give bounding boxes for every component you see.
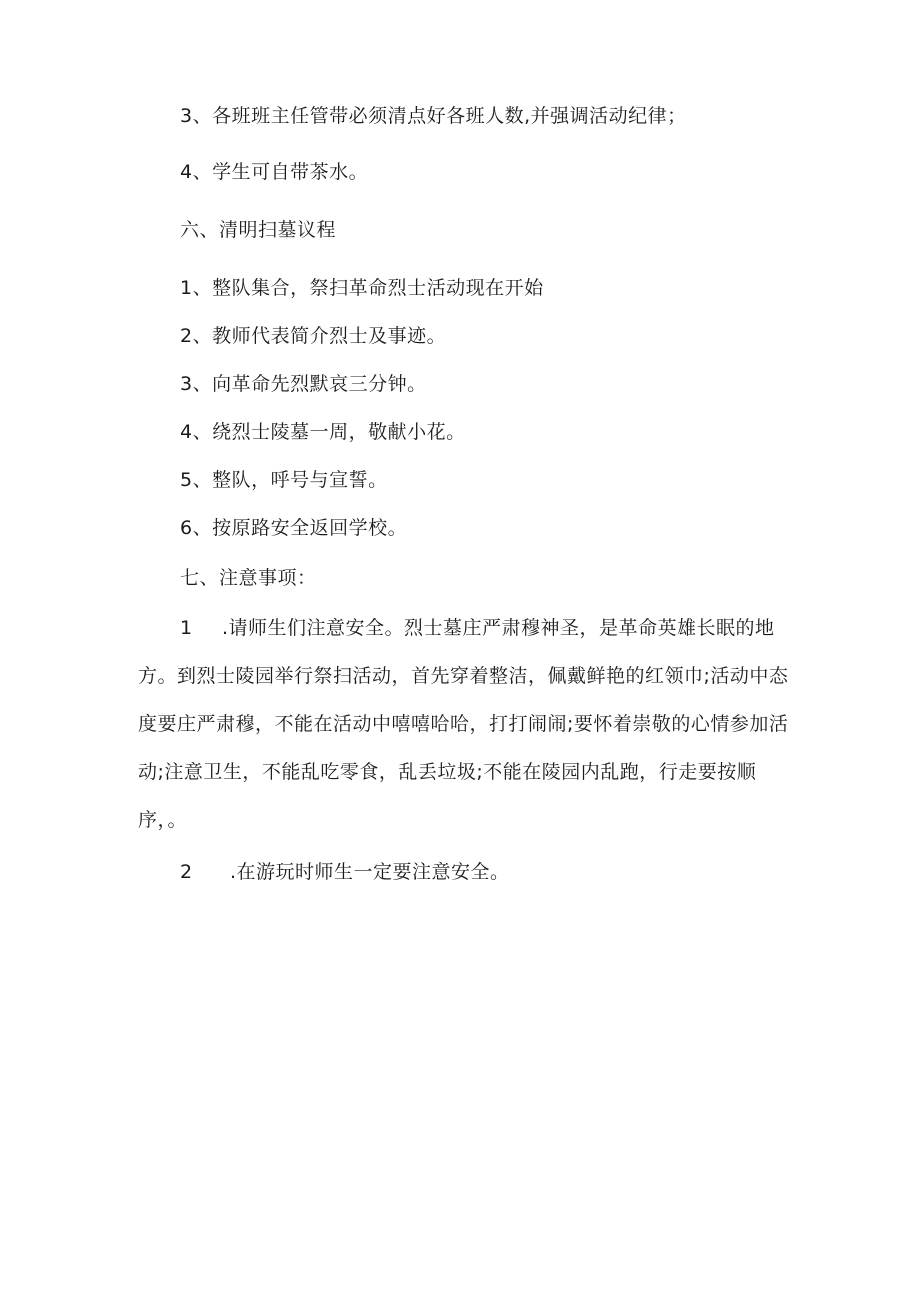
note-text-2: .在游玩时师生一定要注意安全。 bbox=[230, 861, 510, 883]
text-line-tea: 4、学生可自带茶水。 bbox=[180, 161, 369, 183]
agenda-item-6: 6、按原路安全返回学校。 bbox=[180, 517, 408, 539]
agenda-item-1: 1、整队集合，祭扫革命烈士活动现在开始 bbox=[180, 277, 544, 299]
section-heading-agenda: 六、清明扫墓议程 bbox=[180, 219, 337, 241]
note-number-1: 1 bbox=[180, 617, 193, 639]
text-line-class-teacher: 3、各班班主任管带必须清点好各班人数,并强调活动纪律； bbox=[180, 105, 687, 127]
note-number-2: 2 bbox=[180, 861, 193, 883]
note-text-1: .请师生们注意安全。烈士墓庄严肃穆神圣，是革命英雄长眠的地方。到烈士陵园举行祭扫活动，首先穿着整洁，佩戴鲜艳的红领巾;活动中态度要庄严肃穆，不能在活动中嘻嘻哈哈，打打闹闹;要怀着崇敬的心情参加活动;注意卫生，不能乱吃零食，乱丢垃圾;不能在陵园内乱跑，行走要按顺序，。 bbox=[138, 617, 789, 831]
agenda-item-4: 4、绕烈士陵墓一周，敬献小花。 bbox=[180, 421, 466, 443]
note-paragraph-2 bbox=[180, 860, 510, 884]
agenda-item-3: 3、向革命先烈默哀三分钟。 bbox=[180, 373, 427, 395]
note-paragraph-1 bbox=[138, 604, 790, 844]
section-heading-notes: 七、注意事项： bbox=[180, 567, 317, 589]
agenda-item-5: 5、整队，呼号与宣誓。 bbox=[180, 469, 388, 491]
agenda-item-2: 2、教师代表简介烈士及事迹。 bbox=[180, 325, 447, 347]
